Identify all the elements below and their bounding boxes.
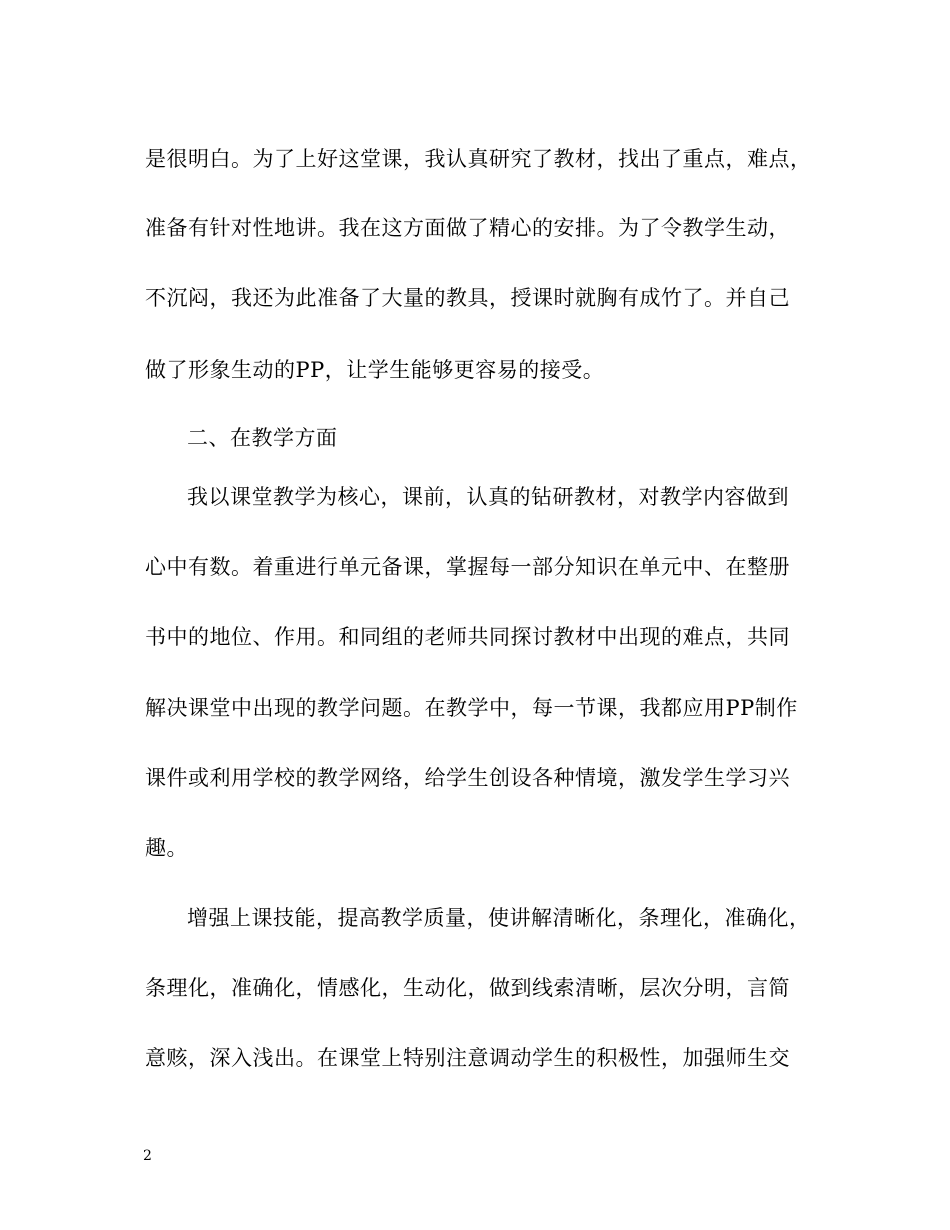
text-line: 课件或利用学校的教学网络，给学生创设各种情境，激发学生学习兴 bbox=[145, 766, 790, 790]
text-line: 解决课堂中出现的教学问题。在教学中，每一节课，我都应用PP制作 bbox=[145, 696, 798, 720]
section-heading: 二、在教学方面 bbox=[187, 426, 338, 450]
text-line: 是很明白。为了上好这堂课，我认真研究了教材，找出了重点，难点， bbox=[145, 147, 812, 171]
page-number: 2 bbox=[143, 1148, 152, 1164]
text-line: 增强上课技能，提高教学质量，使讲解清晰化，条理化，准确化， bbox=[187, 906, 811, 930]
text-line: 趣。 bbox=[145, 836, 188, 860]
text-line: 意赅，深入浅出。在课堂上特别注意调动学生的积极性，加强师生交 bbox=[145, 1046, 790, 1070]
text-line: 书中的地位、作用。和同组的老师共同探讨教材中出现的难点，共同 bbox=[145, 625, 790, 649]
text-line: 我以课堂教学为核心，课前，认真的钻研教材，对教学内容做到 bbox=[187, 485, 789, 509]
text-line: 做了形象生动的PP，让学生能够更容易的接受。 bbox=[145, 358, 605, 382]
text-line: 准备有针对性地讲。我在这方面做了精心的安排。为了令教学生动， bbox=[145, 216, 790, 240]
text-line: 条理化，准确化，情感化，生动化，做到线索清晰，层次分明，言简 bbox=[145, 976, 790, 1000]
text-line: 不沉闷，我还为此准备了大量的教具，授课时就胸有成竹了。并自己 bbox=[145, 286, 790, 310]
text-line: 心中有数。着重进行单元备课，掌握每一部分知识在单元中、在整册 bbox=[145, 555, 790, 579]
